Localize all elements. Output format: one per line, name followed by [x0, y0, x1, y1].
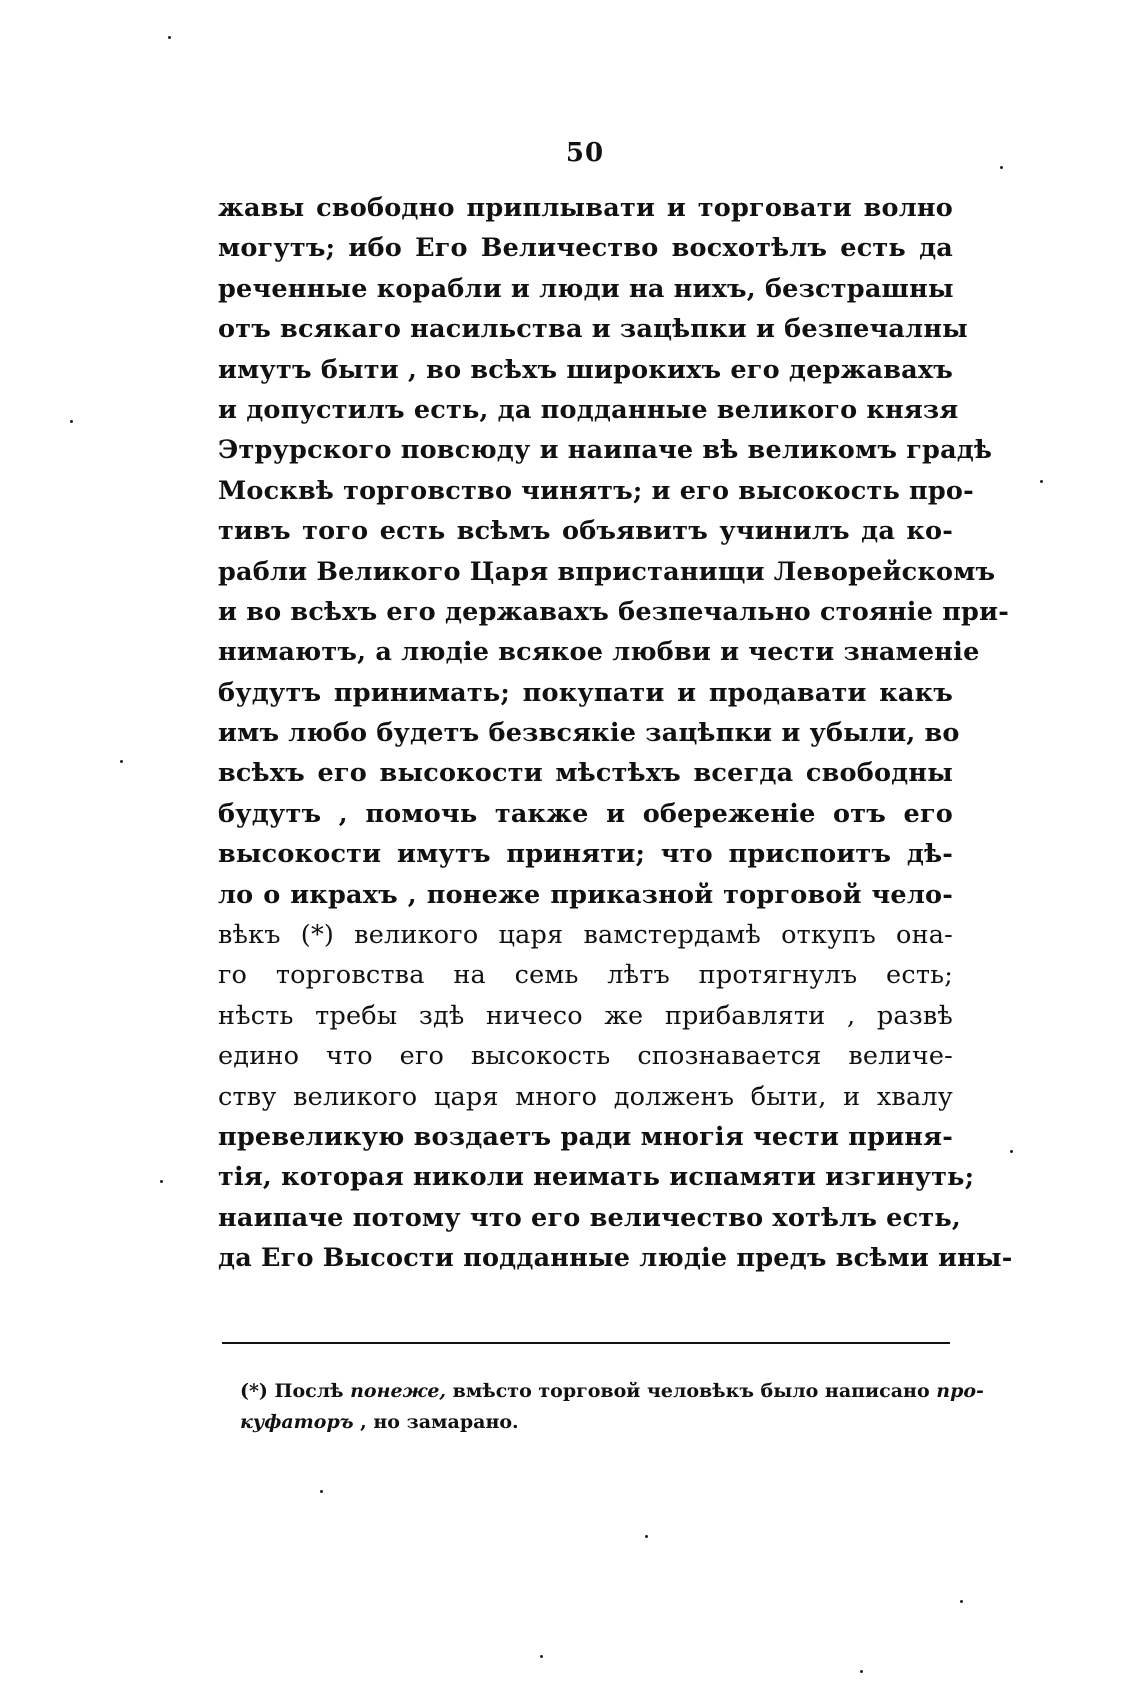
text-line: тія, которая николи неимать испамяти изгинуть;: [218, 1162, 975, 1193]
text-line: имъ любо будетъ безвсякіе зацѣпки и убыли, во: [218, 718, 960, 749]
text-line: нимаютъ, а людіе всякое любви и чести знаменіе: [218, 637, 980, 668]
text-line: будутъ , помочь также и обереженіе отъ его: [218, 798, 953, 829]
text-line: да Его Высости подданные людіе предъ всѣми ины-: [218, 1243, 1013, 1274]
footnote: [240, 1376, 984, 1438]
text-line: едино что его высокость спознавается величе-: [218, 1041, 953, 1072]
scan-speck: [1040, 480, 1043, 483]
footnote-text: вмѣсто торговой человѣкъ было написано: [452, 1380, 930, 1402]
text-line: рабли Великого Царя впристанищи Леворейскомъ: [218, 556, 996, 587]
page-number: 50: [565, 138, 605, 168]
scan-speck: [645, 1535, 648, 1538]
text-line: Москвѣ торговство чинятъ; и его высокость про-: [218, 475, 974, 506]
scan-speck: [70, 420, 73, 423]
footnote-text: , но замарано.: [360, 1411, 519, 1433]
scan-speck: [540, 1655, 543, 1658]
text-line: тивъ того есть всѣмъ объявитъ учинилъ да ко-: [218, 516, 953, 547]
text-line: жавы свободно приплывати и торговати волно: [218, 193, 953, 223]
scan-speck: [120, 760, 123, 763]
text-line: и допустилъ есть, да подданные великого князя: [218, 394, 959, 425]
text-line: могутъ; ибо Его Величество восхотѣлъ есть да: [218, 233, 953, 264]
footnote-italic-word: куфаторъ: [240, 1411, 354, 1433]
footnote-line-1: [240, 1376, 984, 1407]
scan-speck: [1010, 1150, 1013, 1153]
text-line: наипаче потому что его величество хотѣлъ есть,: [218, 1202, 961, 1233]
body-text: [218, 188, 1013, 1279]
scan-speck: [1000, 166, 1003, 169]
scan-speck: [860, 1670, 863, 1673]
text-line: высокости имутъ приняти; что приспоитъ дѣ-: [218, 839, 953, 870]
text-line: отъ всякаго насильства и зацѣпки и безпечалны: [218, 314, 968, 345]
scan-speck: [320, 1490, 323, 1493]
scan-speck: [160, 1180, 163, 1183]
footnote-italic-word: про-: [936, 1380, 984, 1402]
text-line: превеликую воздаетъ ради многія чести приня-: [218, 1121, 953, 1152]
footnote-divider: [222, 1342, 950, 1344]
footnote-italic-word: понеже,: [350, 1380, 447, 1402]
text-line: ству великого царя много долженъ быти, и хвалу: [218, 1081, 953, 1112]
text-line: и во всѣхъ его державахъ безпечально стояніе при-: [218, 596, 1009, 627]
text-line: имутъ быти , во всѣхъ широкихъ его державахъ: [218, 354, 953, 385]
text-line: всѣхъ его высокости мѣстѣхъ всегда свободны: [218, 758, 953, 789]
text-line: Этрурского повсюду и наипаче вѣ великомъ градѣ: [218, 435, 993, 466]
scan-speck: [168, 36, 171, 39]
text-line: го торговства на семь лѣтъ протягнулъ есть;: [218, 960, 953, 991]
text-line: будутъ принимать; покупати и продавати какъ: [218, 677, 953, 708]
text-line: ло о икрахъ , понеже приказной торговой чело-: [218, 879, 953, 910]
footnote-line-2: [240, 1407, 952, 1438]
footnote-marker-text: (*) Послѣ: [240, 1380, 344, 1402]
text-line: вѣкъ (*) великого царя вамстердамѣ откупъ она-: [218, 920, 953, 951]
text-line: нѣсть требы здѣ ничесо же прибавляти , развѣ: [218, 1000, 953, 1031]
scan-speck: [960, 1600, 963, 1603]
text-line: реченные корабли и люди на нихъ, безстрашны: [218, 273, 954, 304]
